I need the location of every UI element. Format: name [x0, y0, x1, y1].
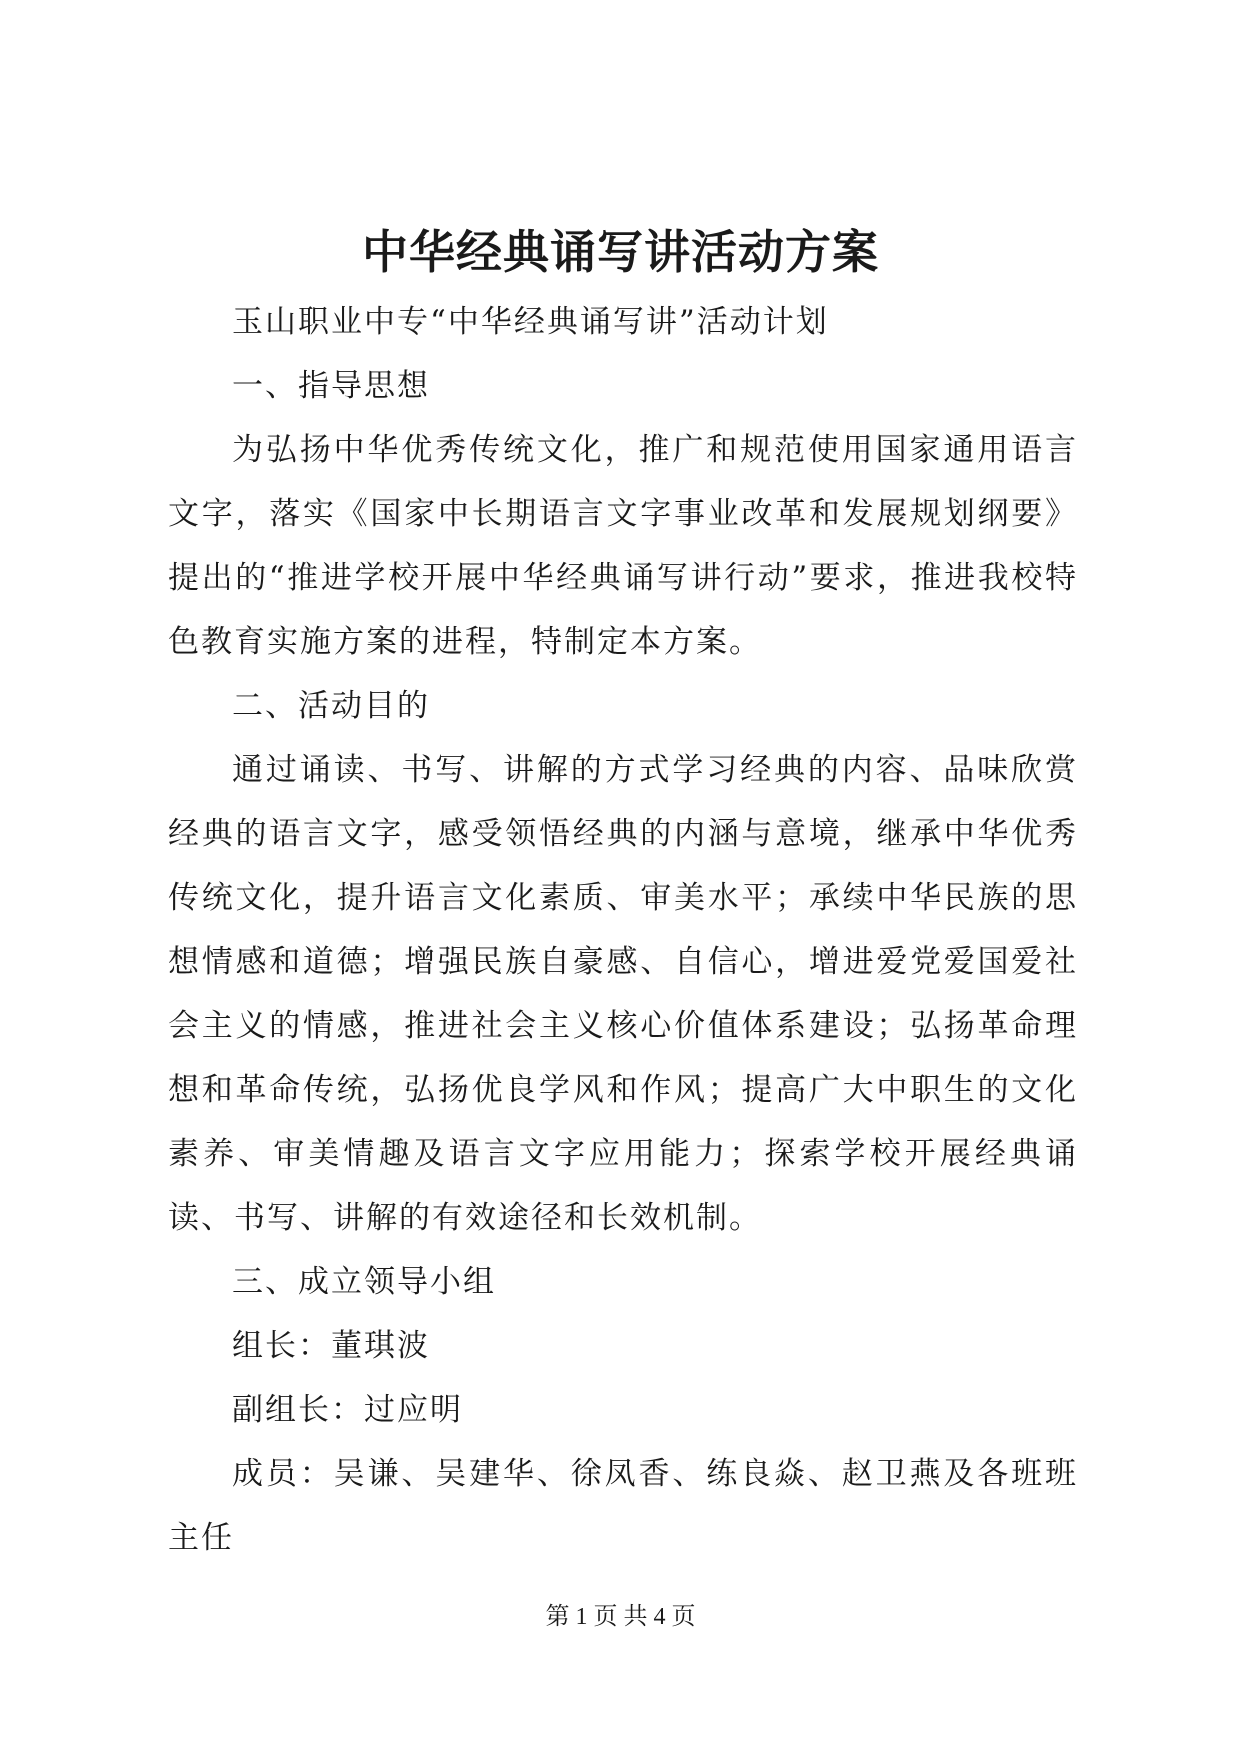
section-heading-leadership: 三、成立领导小组 — [232, 1264, 496, 1300]
plan-subtitle: 玉山职业中专“中华经典诵写讲”活动计划 — [232, 304, 829, 340]
section-heading-guiding-thought: 一、指导思想 — [232, 368, 430, 404]
paragraph-guiding-thought: 为弘扬中华优秀传统文化，推广和规范使用国家通用语言文字，落实《国家中长期语言文字事业改革和发展规划纲要》提出的“推进学校开展中华经典诵写讲行动”要求，推进我校特色教育实施方案的进程，特制定本方案。 — [168, 432, 1078, 660]
team-members: 成员：吴谦、吴建华、徐凤香、练良焱、赵卫燕及各班班主任 — [168, 1456, 1078, 1556]
document-title: 中华经典诵写讲活动方案 — [362, 225, 879, 279]
document-body — [168, 290, 1078, 1570]
team-leader: 组长：董琪波 — [232, 1328, 430, 1364]
paragraph-purpose: 通过诵读、书写、讲解的方式学习经典的内容、品味欣赏经典的语言文字，感受领悟经典的内涵与意境，继承中华优秀传统文化，提升语言文化素质、审美水平；承续中华民族的思想情感和道德；增强民族自豪感、自信心，增进爱党爱国爱社会主义的情感，推进社会主义核心价值体系建设；弘扬革命理想和革命传统，弘扬优良学风和作风；提高广大中职生的文化素养、审美情趣及语言文字应用能力；探索学校开展经典诵读、书写、讲解的有效途径和长效机制。 — [168, 752, 1078, 1236]
section-heading-purpose: 二、活动目的 — [232, 688, 430, 724]
page-footer: 第 1 页 共 4 页 — [545, 1604, 696, 1630]
deputy-leader: 副组长：过应明 — [232, 1392, 463, 1428]
